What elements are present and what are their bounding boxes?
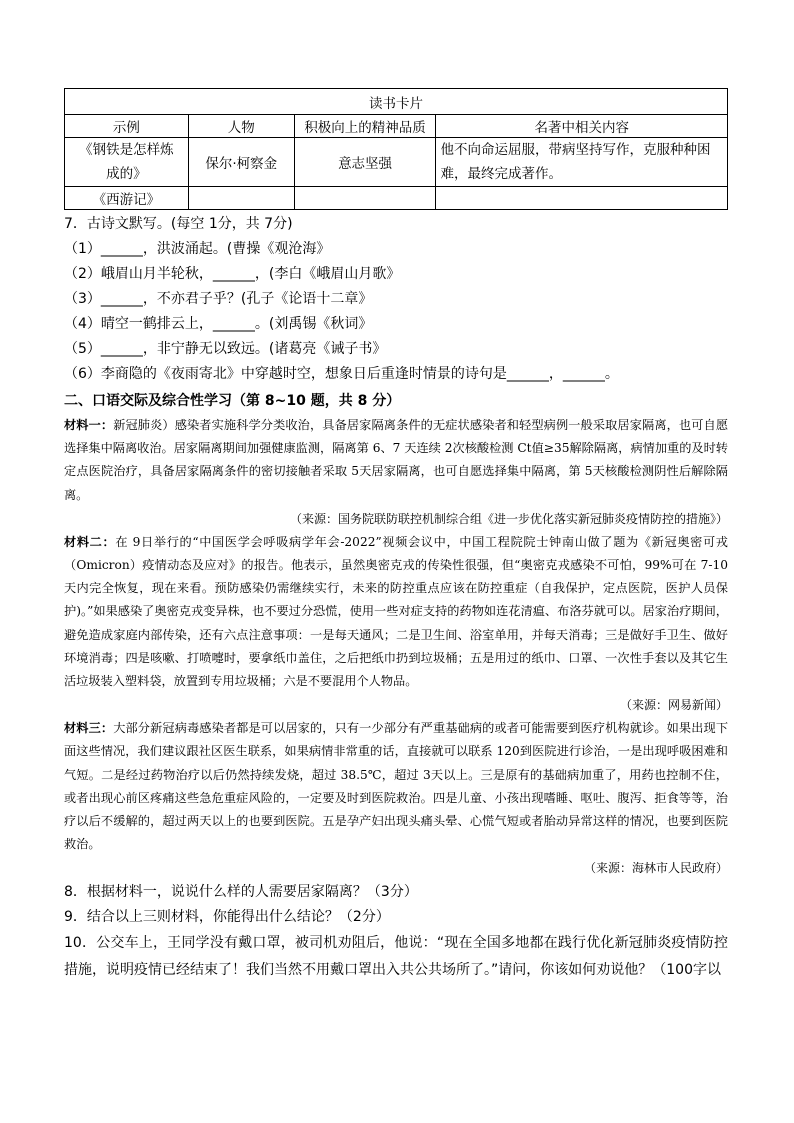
question-8: 8．根据材料一，说说什么样的人需要居家隔离？（3分） xyxy=(64,884,418,901)
question-10: 10．公交车上，王同学没有戴口罩，被司机劝阻后，他说：“现在全国多地都在践行优化新冠肺炎疫情防控措施，说明疫情已经结束了！我们当然不用戴口罩出入共公共场所了。”请问，你该如何劝说他？（100字以 xyxy=(64,935,728,979)
material-3-source: （来源：海林市人民政府） xyxy=(583,861,728,876)
material-3-text: 大部分新冠病毒感染者都是可以居家的，只有一少部分有严重基础病的或者可能需要到医疗机构就诊。如果出现下面这些情况，我们建议跟社区医生联系，如果病情非常重的话，直接就可以联系 120到医院进行诊治，一是出现呼吸困难和气短。二是经过药物治疗以后仍然持续发烧，超过 38.5℃，超过 3天以上。三是原有的基础病加重了，用药也控制不住，或者出现心前区疼痛这些急危重症风险的，一定要及时到医院救治。四是儿童、小孩出现嗜睡、呕吐、腹泻、拒食等等，治疗以后不缓解的，超过两天以上的也要到医院。五是孕产妇出现头痛头晕、心慌气短或者胎动异常这样的情况，也要到医院救治。 xyxy=(64,721,729,852)
q7-item-3: （3）______，不亦君子乎？(孔子《论语十二章》 xyxy=(64,291,373,307)
material-2-label: 材料二： xyxy=(64,534,116,549)
header-quality: 积极向上的精神品质 xyxy=(294,115,436,138)
header-content: 名著中相关内容 xyxy=(436,115,728,138)
material-2-text: 在 9日举行的“中国医学会呼吸病学年会-2022”视频会议中，中国工程院院士钟南山做了题为《新冠奥密可戎（Omicron）疫情动态及应对》的报告。他表示，虽然奥密克戎的传染性很强，但“奥密克戎感染不可怕，99%可在 7-10 天内完全恢复，现在来看。预防感染仍需继续实行，未来的防控重点应该在防控重症（自我保护，定点医院，医护人员保护)。”如果感染了奥密克戎变异株，也不要过分恐慌，使用一些对症支持的药物如连花清瘟、布洛芬就可以。居家治疗期间，避免造成家庭内部传染，还有六点注意事项：一是每天通风；二是卫生间、浴室单用，并每天消毒；三是做好手卫生、做好环境消毒；四是咳嗽、打喷嚏时，要拿纸巾盖住，之后把纸巾扔到垃圾桶；五是用过的纸巾、口罩、一次性手套以及其它生活垃圾装入塑料袋，放置到专用垃圾桶；六是不要混用个人物品。 xyxy=(64,534,728,689)
material-2-source: （来源：网易新闻） xyxy=(619,698,728,713)
material-3-label: 材料三： xyxy=(64,721,114,736)
material-2 xyxy=(64,531,728,693)
row1-quality: 意志坚强 xyxy=(294,138,436,187)
material-1 xyxy=(64,414,728,507)
row1-book: 《钢铁是怎样炼成的》 xyxy=(65,138,189,187)
header-person: 人物 xyxy=(188,115,294,138)
row2-quality xyxy=(294,187,436,210)
q7-item-2: （2）峨眉山月半轮秋，______，(李白《峨眉山月歌》 xyxy=(64,266,401,282)
section2-title: 二、口语交际及综合性学习（第 8~10 题，共 8 分） xyxy=(64,393,401,409)
material-1-label: 材料一： xyxy=(64,418,114,432)
material-1-text: 新冠肺炎）感染者实施科学分类收治，具备居家隔离条件的无症状感染者和轻型病例一般采取居家隔离，也可自愿选择集中隔离收治。居家隔离期间加强健康监测，隔离第 6、7 天连续 2次核酸检测 Ct值≥35解除隔离，病情加重的及时转定点医院治疗，具备居家隔离条件的密切接触者采取 5天居家隔离，也可自愿选择集中隔离，第 5天核酸检测阴性后解除隔离。 xyxy=(64,418,729,502)
reading-card-table xyxy=(64,88,728,210)
q7-title: 7．古诗文默写。(每空 1分，共 7分) xyxy=(64,216,293,232)
row2-book: 《西游记》 xyxy=(65,187,189,210)
header-example: 示例 xyxy=(65,115,189,138)
q7-item-5: （5）______，非宁静无以致远。(诸葛亮《诫子书》 xyxy=(64,341,387,357)
page xyxy=(64,88,728,984)
question-9: 9．结合以上三则材料，你能得出什么结论？（2分） xyxy=(64,909,390,926)
q7-item-4: （4）晴空一鹤排云上，______。(刘禹锡《秋词》 xyxy=(64,316,373,332)
q7-item-6: （6）李商隐的《夜雨寄北》中穿越时空，想象日后重逢时情景的诗句是______，______。 xyxy=(64,366,619,382)
material-1-source: （来源：国务院联防联控机制综合组《进一步优化落实新冠肺炎疫情防控的措施》） xyxy=(289,511,728,526)
material-3 xyxy=(64,717,728,856)
row1-person: 保尔·柯察金 xyxy=(188,138,294,187)
row2-content xyxy=(436,187,728,210)
row1-content: 他不向命运屈服，带病坚持写作，克服种种困难，最终完成著作。 xyxy=(436,138,728,187)
card-title: 读书卡片 xyxy=(65,89,728,115)
q7-item-1: （1）______，洪波涌起。(曹操《观沧海》 xyxy=(64,241,331,257)
row2-person xyxy=(188,187,294,210)
